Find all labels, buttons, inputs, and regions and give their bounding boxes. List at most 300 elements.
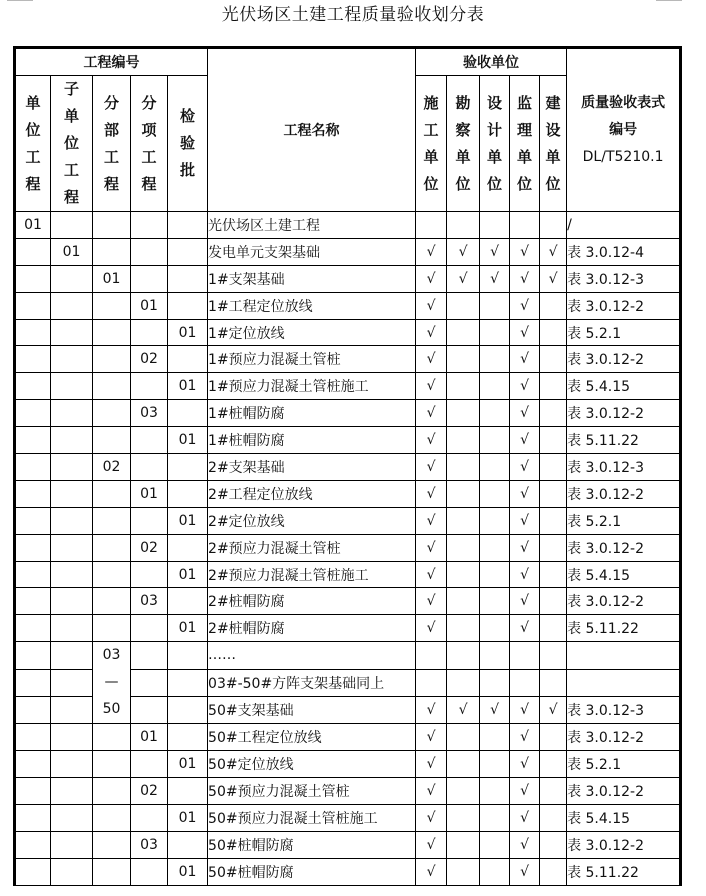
project-name: 50#支架基础 (208, 696, 416, 723)
unit-project-code (15, 804, 51, 831)
check-design (480, 400, 510, 427)
unit-project-code (15, 751, 51, 778)
subitem-code (131, 696, 168, 723)
form-number: 表 3.0.12-4 (567, 238, 681, 265)
division-code (93, 561, 131, 588)
division-code (93, 212, 131, 239)
header-design-unit: 设计单位 (480, 76, 510, 212)
check-survey (447, 373, 480, 400)
unit-project-code (15, 480, 51, 507)
subitem-code (131, 642, 168, 669)
unit-project-code (15, 400, 51, 427)
inspection-lot-code: 01 (168, 804, 208, 831)
check-supervision: √ (510, 534, 540, 561)
inspection-lot-code: 01 (168, 751, 208, 778)
inspection-lot-code: 01 (168, 373, 208, 400)
form-number: 表 3.0.12-2 (567, 778, 681, 805)
sub-unit-project-code (51, 778, 93, 805)
check-owner: √ (540, 265, 567, 292)
page-corner-mark-right (656, 0, 682, 1)
table-body (15, 212, 681, 886)
check-owner (540, 212, 567, 239)
check-construction: √ (416, 778, 447, 805)
check-supervision: √ (510, 319, 540, 346)
check-supervision: √ (510, 615, 540, 642)
project-name: 2#定位放线 (208, 507, 416, 534)
acceptance-division-table (13, 46, 682, 886)
form-number: / (567, 212, 681, 239)
project-name: 2#预应力混凝土管桩 (208, 534, 416, 561)
check-design (480, 507, 510, 534)
table-row (15, 373, 681, 400)
division-code (93, 804, 131, 831)
merged-division-range (93, 642, 131, 724)
form-number: 表 5.2.1 (567, 507, 681, 534)
check-design (480, 858, 510, 885)
inspection-lot-code (168, 588, 208, 615)
inspection-lot-code (168, 454, 208, 481)
check-owner (540, 588, 567, 615)
division-code (93, 831, 131, 858)
header-survey-unit: 勘察单位 (447, 76, 480, 212)
check-construction (416, 669, 447, 696)
subitem-code (131, 561, 168, 588)
check-owner (540, 346, 567, 373)
inspection-lot-code (168, 696, 208, 723)
sub-unit-project-code (51, 507, 93, 534)
check-construction: √ (416, 804, 447, 831)
check-survey: √ (447, 238, 480, 265)
subitem-code: 01 (131, 292, 168, 319)
form-number: 表 3.0.12-2 (567, 831, 681, 858)
unit-project-code (15, 642, 51, 669)
sub-unit-project-code (51, 400, 93, 427)
project-name: 50#工程定位放线 (208, 724, 416, 751)
table-row (15, 346, 681, 373)
check-construction: √ (416, 696, 447, 723)
check-supervision: √ (510, 454, 540, 481)
inspection-lot-code (168, 265, 208, 292)
check-supervision: √ (510, 831, 540, 858)
check-construction: √ (416, 238, 447, 265)
form-number: 表 3.0.12-2 (567, 292, 681, 319)
form-number: 表 3.0.12-2 (567, 346, 681, 373)
check-survey: √ (447, 696, 480, 723)
inspection-lot-code: 01 (168, 561, 208, 588)
form-number: 表 5.4.15 (567, 561, 681, 588)
project-name: 2#桩帽防腐 (208, 615, 416, 642)
check-survey (447, 480, 480, 507)
inspection-lot-code (168, 400, 208, 427)
sub-unit-project-code (51, 265, 93, 292)
check-supervision: √ (510, 804, 540, 831)
check-owner (540, 858, 567, 885)
unit-project-code (15, 373, 51, 400)
subitem-code: 02 (131, 534, 168, 561)
check-survey (447, 212, 480, 239)
check-survey (447, 292, 480, 319)
check-construction: √ (416, 831, 447, 858)
subitem-code: 01 (131, 480, 168, 507)
sub-unit-project-code (51, 346, 93, 373)
inspection-lot-code: 01 (168, 319, 208, 346)
sub-unit-project-code (51, 319, 93, 346)
check-survey (447, 669, 480, 696)
unit-project-code (15, 346, 51, 373)
subitem-code (131, 265, 168, 292)
check-owner (540, 534, 567, 561)
subitem-code (131, 804, 168, 831)
check-supervision: √ (510, 292, 540, 319)
unit-project-code (15, 669, 51, 696)
check-supervision: √ (510, 561, 540, 588)
subitem-code: 02 (131, 778, 168, 805)
check-design (480, 454, 510, 481)
check-survey (447, 778, 480, 805)
unit-project-code (15, 588, 51, 615)
unit-project-code (15, 831, 51, 858)
division-code (93, 400, 131, 427)
table-row (15, 534, 681, 561)
table-row (15, 265, 681, 292)
range-bottom: 50 (102, 701, 121, 718)
table-row (15, 480, 681, 507)
division-code (93, 507, 131, 534)
division-code (93, 238, 131, 265)
sub-unit-project-code (51, 212, 93, 239)
division-code (93, 292, 131, 319)
check-survey (447, 319, 480, 346)
form-number: 表 3.0.12-2 (567, 588, 681, 615)
check-owner (540, 751, 567, 778)
range-top: 03 (102, 647, 121, 664)
range-dash: — (104, 674, 119, 691)
form-number: 表 5.11.22 (567, 427, 681, 454)
check-survey (447, 427, 480, 454)
check-construction: √ (416, 615, 447, 642)
subitem-code (131, 319, 168, 346)
check-supervision (510, 642, 540, 669)
check-design (480, 480, 510, 507)
division-code (93, 588, 131, 615)
sub-unit-project-code (51, 615, 93, 642)
table-row (15, 454, 681, 481)
check-supervision: √ (510, 400, 540, 427)
check-construction: √ (416, 588, 447, 615)
project-name: …… (208, 642, 416, 669)
sub-unit-project-code (51, 696, 93, 723)
header-supervision-unit: 监理单位 (510, 76, 540, 212)
check-owner (540, 373, 567, 400)
project-name: 1#工程定位放线 (208, 292, 416, 319)
check-design (480, 292, 510, 319)
check-owner (540, 642, 567, 669)
header-construction-unit: 施工单位 (416, 76, 447, 212)
inspection-lot-code (168, 480, 208, 507)
project-name: 50#预应力混凝土管桩 (208, 778, 416, 805)
check-survey (447, 588, 480, 615)
sub-unit-project-code (51, 454, 93, 481)
inspection-lot-code (168, 642, 208, 669)
check-design: √ (480, 238, 510, 265)
sub-unit-project-code (51, 292, 93, 319)
check-design (480, 724, 510, 751)
unit-project-code (15, 265, 51, 292)
form-number: 表 3.0.12-3 (567, 454, 681, 481)
sub-unit-project-code (51, 427, 93, 454)
check-construction: √ (416, 292, 447, 319)
table-row (15, 642, 681, 669)
check-owner (540, 507, 567, 534)
unit-project-code (15, 238, 51, 265)
sub-unit-project-code (51, 534, 93, 561)
check-design (480, 588, 510, 615)
check-owner (540, 778, 567, 805)
check-supervision: √ (510, 373, 540, 400)
header-project-name: 工程名称 (208, 48, 416, 212)
subitem-code: 01 (131, 724, 168, 751)
project-name: 1#定位放线 (208, 319, 416, 346)
project-name: 发电单元支架基础 (208, 238, 416, 265)
inspection-lot-code (168, 212, 208, 239)
inspection-lot-code: 01 (168, 507, 208, 534)
table-row (15, 778, 681, 805)
project-name: 50#预应力混凝土管桩施工 (208, 804, 416, 831)
check-construction: √ (416, 373, 447, 400)
document-title: 光伏场区土建工程质量验收划分表 (221, 5, 485, 25)
check-design (480, 778, 510, 805)
check-construction: √ (416, 319, 447, 346)
project-name: 2#支架基础 (208, 454, 416, 481)
check-survey (447, 507, 480, 534)
header-inspection-lot: 检验批 (168, 76, 208, 212)
check-survey (447, 346, 480, 373)
check-supervision (510, 212, 540, 239)
subitem-code: 03 (131, 588, 168, 615)
unit-project-code (15, 615, 51, 642)
check-owner (540, 400, 567, 427)
table-row (15, 238, 681, 265)
project-name: 1#支架基础 (208, 265, 416, 292)
project-name: 50#定位放线 (208, 751, 416, 778)
inspection-lot-code (168, 346, 208, 373)
subitem-code: 02 (131, 346, 168, 373)
check-owner (540, 831, 567, 858)
unit-project-code (15, 778, 51, 805)
table-row (15, 615, 681, 642)
sub-unit-project-code (51, 751, 93, 778)
inspection-lot-code: 01 (168, 427, 208, 454)
form-number: 表 3.0.12-2 (567, 480, 681, 507)
check-construction (416, 642, 447, 669)
check-construction: √ (416, 724, 447, 751)
check-supervision: √ (510, 858, 540, 885)
table-row (15, 427, 681, 454)
check-design (480, 373, 510, 400)
table-row (15, 561, 681, 588)
division-code (93, 319, 131, 346)
check-survey (447, 831, 480, 858)
check-design (480, 615, 510, 642)
check-supervision: √ (510, 427, 540, 454)
check-design (480, 427, 510, 454)
unit-project-code (15, 292, 51, 319)
inspection-lot-code (168, 831, 208, 858)
check-owner (540, 804, 567, 831)
division-code (93, 373, 131, 400)
check-design (480, 804, 510, 831)
division-code (93, 615, 131, 642)
header-acceptance-units: 验收单位 (416, 48, 567, 76)
check-supervision: √ (510, 480, 540, 507)
check-supervision: √ (510, 696, 540, 723)
header-form-line1: 质量验收表式 (581, 94, 666, 111)
division-code: 01 (93, 265, 131, 292)
division-code (93, 724, 131, 751)
check-supervision: √ (510, 507, 540, 534)
inspection-lot-code (168, 534, 208, 561)
form-number: 表 5.2.1 (567, 751, 681, 778)
check-construction: √ (416, 480, 447, 507)
check-design (480, 831, 510, 858)
inspection-lot-code: 01 (168, 858, 208, 885)
project-name: 1#预应力混凝土管桩 (208, 346, 416, 373)
project-name: 1#桩帽防腐 (208, 400, 416, 427)
check-supervision: √ (510, 751, 540, 778)
subitem-code (131, 427, 168, 454)
sub-unit-project-code (51, 642, 93, 669)
unit-project-code (15, 724, 51, 751)
check-construction: √ (416, 346, 447, 373)
subitem-code (131, 615, 168, 642)
project-name: 50#桩帽防腐 (208, 831, 416, 858)
project-name: 2#桩帽防腐 (208, 588, 416, 615)
subitem-code (131, 669, 168, 696)
table-row (15, 831, 681, 858)
check-construction: √ (416, 751, 447, 778)
inspection-lot-code (168, 292, 208, 319)
table-row (15, 858, 681, 885)
division-code (93, 427, 131, 454)
check-construction: √ (416, 534, 447, 561)
check-supervision: √ (510, 265, 540, 292)
check-survey (447, 561, 480, 588)
check-design (480, 561, 510, 588)
form-number: 表 3.0.12-3 (567, 265, 681, 292)
inspection-lot-code (168, 778, 208, 805)
check-owner (540, 319, 567, 346)
sub-unit-project-code (51, 858, 93, 885)
form-number: 表 3.0.12-2 (567, 534, 681, 561)
inspection-lot-code (168, 669, 208, 696)
project-name: 1#桩帽防腐 (208, 427, 416, 454)
header-unit-project: 单位工程 (15, 76, 51, 212)
subitem-code (131, 454, 168, 481)
check-survey (447, 642, 480, 669)
unit-project-code (15, 696, 51, 723)
form-number: 表 5.4.15 (567, 373, 681, 400)
check-construction: √ (416, 858, 447, 885)
form-number (567, 669, 681, 696)
project-name: 2#预应力混凝土管桩施工 (208, 561, 416, 588)
unit-project-code (15, 427, 51, 454)
check-survey (447, 615, 480, 642)
check-construction: √ (416, 265, 447, 292)
check-survey (447, 804, 480, 831)
check-owner (540, 480, 567, 507)
header-sub-unit-project: 子单位工程 (51, 76, 93, 212)
division-code (93, 778, 131, 805)
check-construction (416, 212, 447, 239)
sub-unit-project-code (51, 588, 93, 615)
unit-project-code (15, 454, 51, 481)
form-number: 表 5.11.22 (567, 615, 681, 642)
unit-project-code: 01 (15, 212, 51, 239)
check-survey (447, 858, 480, 885)
table-row (15, 292, 681, 319)
check-design (480, 534, 510, 561)
header-form-line2: 编号 (609, 121, 638, 138)
sub-unit-project-code (51, 561, 93, 588)
subitem-code (131, 212, 168, 239)
sub-unit-project-code (51, 831, 93, 858)
header-subitem-project: 分项工程 (131, 76, 168, 212)
table-row (15, 804, 681, 831)
sub-unit-project-code (51, 669, 93, 696)
unit-project-code (15, 561, 51, 588)
table-row (15, 400, 681, 427)
check-owner (540, 427, 567, 454)
division-code (93, 858, 131, 885)
project-name: 50#桩帽防腐 (208, 858, 416, 885)
subitem-code (131, 858, 168, 885)
header-form-number (567, 48, 681, 212)
subitem-code (131, 238, 168, 265)
table-row (15, 724, 681, 751)
check-supervision: √ (510, 238, 540, 265)
check-survey (447, 400, 480, 427)
sub-unit-project-code (51, 804, 93, 831)
sub-unit-project-code (51, 724, 93, 751)
check-survey (447, 724, 480, 751)
form-number: 表 5.2.1 (567, 319, 681, 346)
check-design (480, 669, 510, 696)
check-owner (540, 669, 567, 696)
unit-project-code (15, 507, 51, 534)
check-owner (540, 724, 567, 751)
division-code (93, 480, 131, 507)
header-owner-unit: 建设单位 (540, 76, 567, 212)
subitem-code (131, 373, 168, 400)
check-design (480, 212, 510, 239)
subitem-code: 03 (131, 400, 168, 427)
table-row (15, 751, 681, 778)
page-corner-mark-left (7, 0, 33, 1)
form-number (567, 642, 681, 669)
form-number: 表 5.11.22 (567, 858, 681, 885)
check-design (480, 751, 510, 778)
form-number: 表 3.0.12-2 (567, 400, 681, 427)
division-code: 02 (93, 454, 131, 481)
check-design (480, 319, 510, 346)
project-name: 2#工程定位放线 (208, 480, 416, 507)
subitem-code (131, 507, 168, 534)
check-owner (540, 454, 567, 481)
check-owner: √ (540, 696, 567, 723)
check-supervision: √ (510, 588, 540, 615)
check-owner (540, 561, 567, 588)
check-construction: √ (416, 561, 447, 588)
